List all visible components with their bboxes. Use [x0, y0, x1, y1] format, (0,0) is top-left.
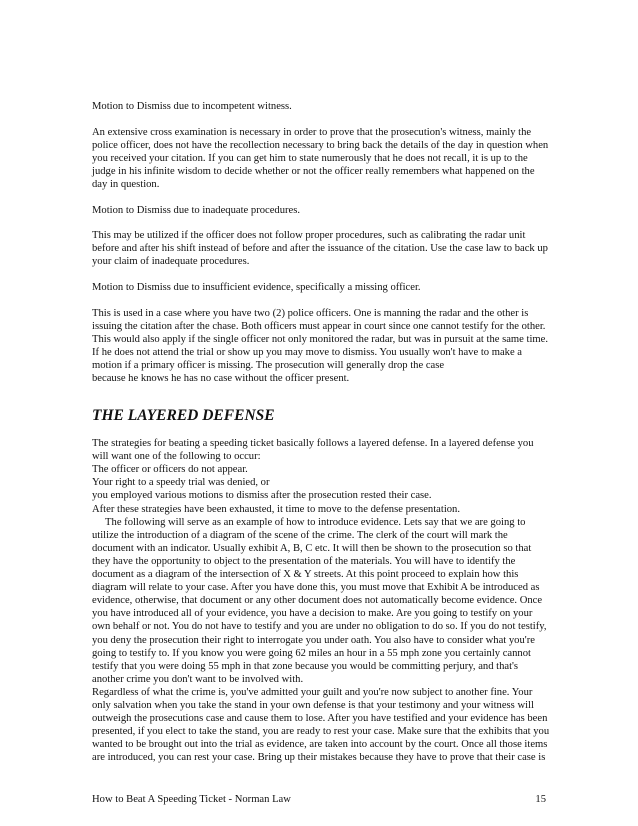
text-line: wanted to be brought out into the trial as evidence, are taken into account by the court. Once all those items: [92, 739, 548, 751]
text-line: document with an indicator. Usually exhibit A, B, C etc. It will then be shown to the prosecution so that: [92, 542, 532, 554]
text-line: diagram will relate to your case. After you have done this, you must move that Exhibit A be introduced as: [92, 582, 540, 594]
footer-title: How to Beat A Speeding Ticket - Norman Law: [92, 794, 291, 805]
paragraph-procedures-body: [92, 229, 548, 268]
text-line: presented, if you elect to take the stand, you are ready to rest your case. Make sure that the exhibits that you: [92, 726, 550, 738]
text-line: This is used in a case where you have two (2) police officers. One is manning the radar and the other is: [92, 307, 529, 319]
page-number: 15: [535, 794, 546, 805]
text-line: Regardless of what the crime is, you've admitted your guilt and you're now subject to another fine. Your: [92, 686, 533, 698]
text-line: utilize the introduction of a diagram of the scene of the crime. The clerk of the court will mark the: [92, 529, 508, 541]
text-line: own behalf or not. You do not have to testify and you are under no obligation to do so. If you do not testify,: [92, 621, 547, 633]
text-line: only salvation when you take the stand in your own defense is that your testimony and your witness will: [92, 699, 534, 711]
text-line: Motion to Dismiss due to incompetent witness.: [92, 101, 292, 112]
layered-defense-text: [92, 437, 548, 764]
text-line: judge in his infinite wisdom to decide whether or not the officer really remembers what happened on the: [92, 165, 535, 177]
text-line: If he does not attend the trial or show up you may move to dismiss. You usually won't have to make a: [92, 346, 523, 358]
text-line: you employed various motions to dismiss after the prosecution rested their case.: [92, 490, 432, 502]
text-line: An extensive cross examination is necessary in order to prove that the prosecution's witness, mainly the: [92, 126, 532, 138]
section-heading: THE LAYERED DEFENSE: [92, 407, 275, 425]
text-line: will want one of the following to occur:: [92, 451, 261, 463]
text-line: before and after his shift instead of before and after the issuance of the citation. Use the case law to back up: [92, 243, 548, 255]
text-line: your claim of inadequate procedures.: [92, 256, 250, 268]
text-line: are introduced, you can rest your case. Bring up their mistakes because they have to prove that their case is: [92, 752, 546, 764]
text-line: The officer or officers do not appear.: [92, 464, 248, 476]
text-line: issuing the citation after the chase. Both officers must appear in court since one cannot testify for the other.: [92, 320, 546, 332]
text-line: day in question.: [92, 178, 160, 190]
paragraph-evidence-body: [92, 307, 548, 386]
paragraph-evidence-title: [92, 281, 548, 294]
text-line: Motion to Dismiss due to insufficient evidence, specifically a missing officer.: [92, 281, 421, 293]
text-line: Motion to Dismiss due to inadequate procedures.: [92, 204, 301, 216]
text-line: The following will serve as an example of how to introduce evidence. Lets say that we are going to: [92, 516, 526, 528]
text-line: document as a diagram of the intersection of X & Y streets. At this point proceed to explain how this: [92, 569, 519, 581]
text-line: testify that you were doing 55 mph in that zone because you would be committing perjury, and that's: [92, 660, 519, 672]
text-line: The strategies for beating a speeding ticket basically follows a layered defense. In a layered defense you: [92, 438, 534, 450]
page-content: [92, 100, 548, 764]
text-line: you received your citation. If you can get him to state numerously that he does not recall, it is up to the: [92, 152, 528, 164]
paragraph-procedures-title: [92, 204, 548, 217]
motions-section: [92, 100, 548, 385]
paragraph-witness-title: [92, 100, 548, 113]
text-line: outweigh the prosecutions case and cause them to lose. After you have testified and your evidence has been: [92, 713, 548, 725]
text-line: motion if a primary officer is missing. The prosecution will generally drop the case: [92, 359, 445, 371]
text-line: After these strategies have been exhausted, it time to move to the defense presentation.: [92, 503, 461, 515]
text-line: police officer, does not have the recollection necessary to bring back the details of the day in question when: [92, 139, 549, 151]
text-line: they have the opportunity to object to the presentation of the materials. You will have to identify the: [92, 555, 516, 567]
text-line: you have introduced all of your evidence, you have a decision to make. Are you going to testify on your: [92, 608, 533, 620]
text-line: Your right to a speedy trial was denied, or: [92, 477, 270, 489]
page-footer: [92, 793, 546, 806]
text-line: going to testify to. If you know you were going 62 miles an hour in a 55 mph zone you certainly cannot: [92, 647, 531, 659]
text-line: another crime you don't want to be involved with.: [92, 673, 304, 685]
text-line: This would also apply if the single officer not only monitored the radar, but was in pursuit at the same time.: [92, 333, 548, 345]
text-line: you deny the prosecution their right to interrogate you under oath. You also have to consider what you're: [92, 634, 535, 646]
text-line: because he knows he has no case without the officer present.: [92, 373, 350, 384]
paragraph-witness-body: [92, 126, 548, 191]
text-line: evidence, otherwise, that document or any other document does not automatically become evidence. Once: [92, 595, 543, 607]
text-line: This may be utilized if the officer does not follow proper procedures, such as calibrating the radar unit: [92, 230, 526, 242]
